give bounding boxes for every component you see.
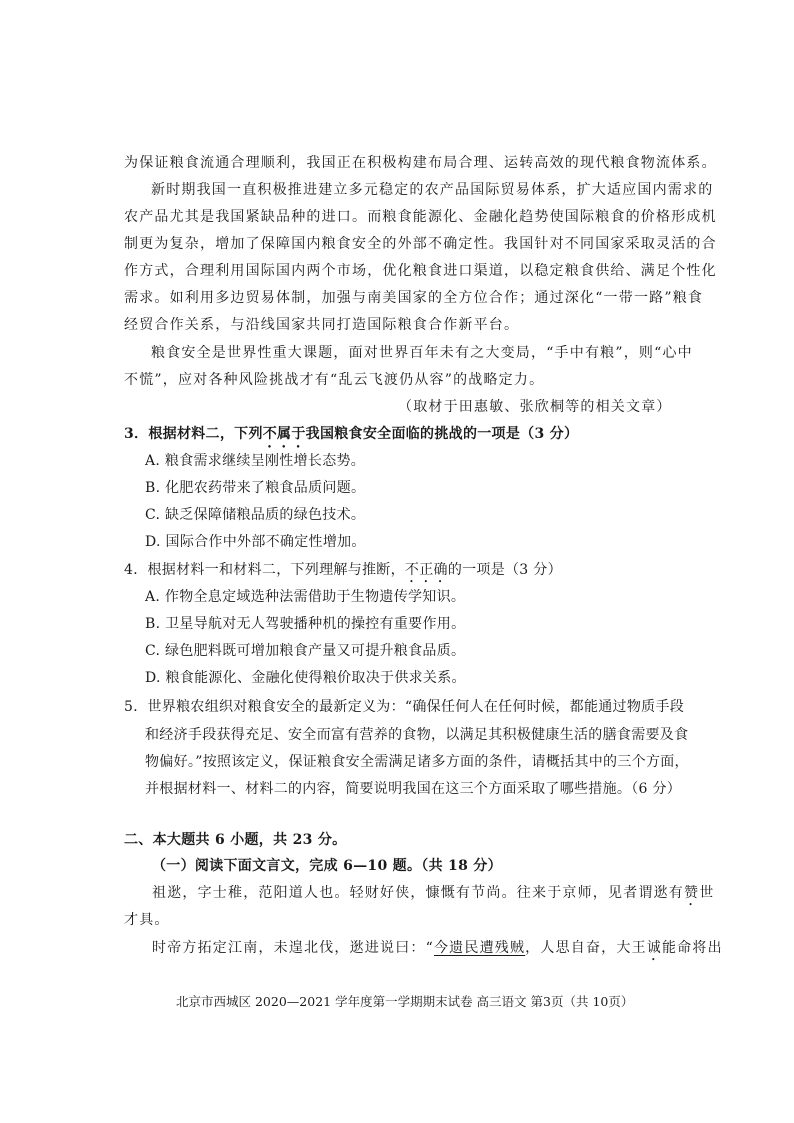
underlined-phrase: 今遗民遭残贼 — [433, 940, 526, 956]
classical-line: 时帝方拓定江南，未遑北伐，逖进说曰：“今遗民遭残贼，人思自奋，大王诚能命将出 — [152, 940, 723, 956]
material-line: 粮食安全是世界性重大课题，面对世界百年未有之大变局，“手中有粮”，则“心中 — [151, 345, 693, 361]
emphasis-dots: 诚 — [646, 940, 662, 956]
question-4-stem: 4．根据材料一和材料二，下列理解与推断，不正确的一项是（3 分） — [124, 562, 562, 578]
material-line: 制更为复杂，增加了保障国内粮食安全的外部不确定性。我国针对不同国家采取灵活的合 — [124, 236, 717, 252]
material-source: （取材于田惠敏、张欣桐等的相关文章） — [398, 399, 672, 415]
question-3-option-a: A. 粮食需求继续呈刚性增长态势。 — [145, 453, 366, 469]
classical-line: 才具。 — [124, 912, 170, 928]
question-3-option-d: D. 国际合作中外部不确定性增加。 — [145, 534, 366, 550]
question-5-line: 和经济手段获得充足、安全而富有营养的食物，以满足其积极健康生活的膳食需要及食 — [145, 727, 689, 743]
question-3-option-c: C. 缺乏保障储粮品质的绿色技术。 — [145, 507, 366, 523]
material-line: 为保证粮食流通合理顺利，我国正在积极构建布局合理、运转高效的现代粮食物流体系。 — [124, 155, 717, 171]
emphasis-dots: 不属于 — [262, 426, 306, 442]
page-footer: 北京市西城区 2020—2021 学年度第一学期期末试卷 高三语文 第3页（共 10页） — [176, 994, 634, 1009]
question-4-option-a: A. 作物全息定域选种法需借助于生物遗传学知识。 — [145, 589, 466, 605]
emphasis-dots: 不正确 — [404, 562, 448, 578]
material-line: 经贸合作关系，与沿线国家共同打造国际粮食合作新平台。 — [124, 317, 520, 333]
material-line: 作方式，合理利用国际国内两个市场，优化粮食进口渠道，以稳定粮食供给、满足个性化 — [124, 263, 717, 279]
question-5-line: 物偏好。”按照该定义，保证粮食安全需满足诸多方面的条件，请概括其中的三个方面， — [145, 754, 689, 770]
classical-line: 祖逖，字士稚，范阳道人也。轻财好侠，慷慨有节尚。往来于京师，见者谓逖有赞世 — [152, 885, 715, 901]
emphasis-dots: 赞 — [684, 885, 700, 901]
question-5-line: 5．世界粮农组织对粮食安全的最新定义为：“确保任何人在任何时候，都能通过物质手段 — [124, 699, 685, 715]
material-line: 农产品尤其是我国紧缺品种的进口。而粮食能源化、金融化趋势使国际粮食的价格形成机 — [124, 209, 717, 225]
question-4-option-c: C. 绿色肥料既可增加粮食产量又可提升粮食品质。 — [145, 643, 466, 659]
material-line: 不慌”，应对各种风险挑战才有“乱云飞渡仍从容”的战略定力。 — [124, 372, 545, 388]
question-4-option-b: B. 卫星导航对无人驾驶播种机的操控有重要作用。 — [145, 616, 466, 632]
material-line: 新时期我国一直积极推进建立多元稳定的农产品国际贸易体系，扩大适应国内需求的 — [151, 182, 714, 198]
section-heading: 二、本大题共 6 小题，共 23 分。 — [124, 832, 347, 848]
section-subheading: （一）阅读下面文言文，完成 6—10 题。（共 18 分） — [152, 858, 502, 874]
question-3-stem: 3．根据材料二，下列不属于我国粮食安全面临的挑战的一项是（3 分） — [124, 426, 579, 442]
question-3-option-b: B. 化肥农药带来了粮食品质问题。 — [145, 480, 366, 496]
question-5-line: 并根据材料一、材料二的内容，简要说明我国在这三个方面采取了哪些措施。（6 分） — [145, 781, 682, 797]
question-4-option-d: D. 粮食能源化、金融化使得粮价取决于供求关系。 — [145, 670, 466, 686]
material-line: 需求。如利用多边贸易体制，加强与南美国家的全方位合作；通过深化“一带一路”粮食 — [124, 290, 704, 306]
